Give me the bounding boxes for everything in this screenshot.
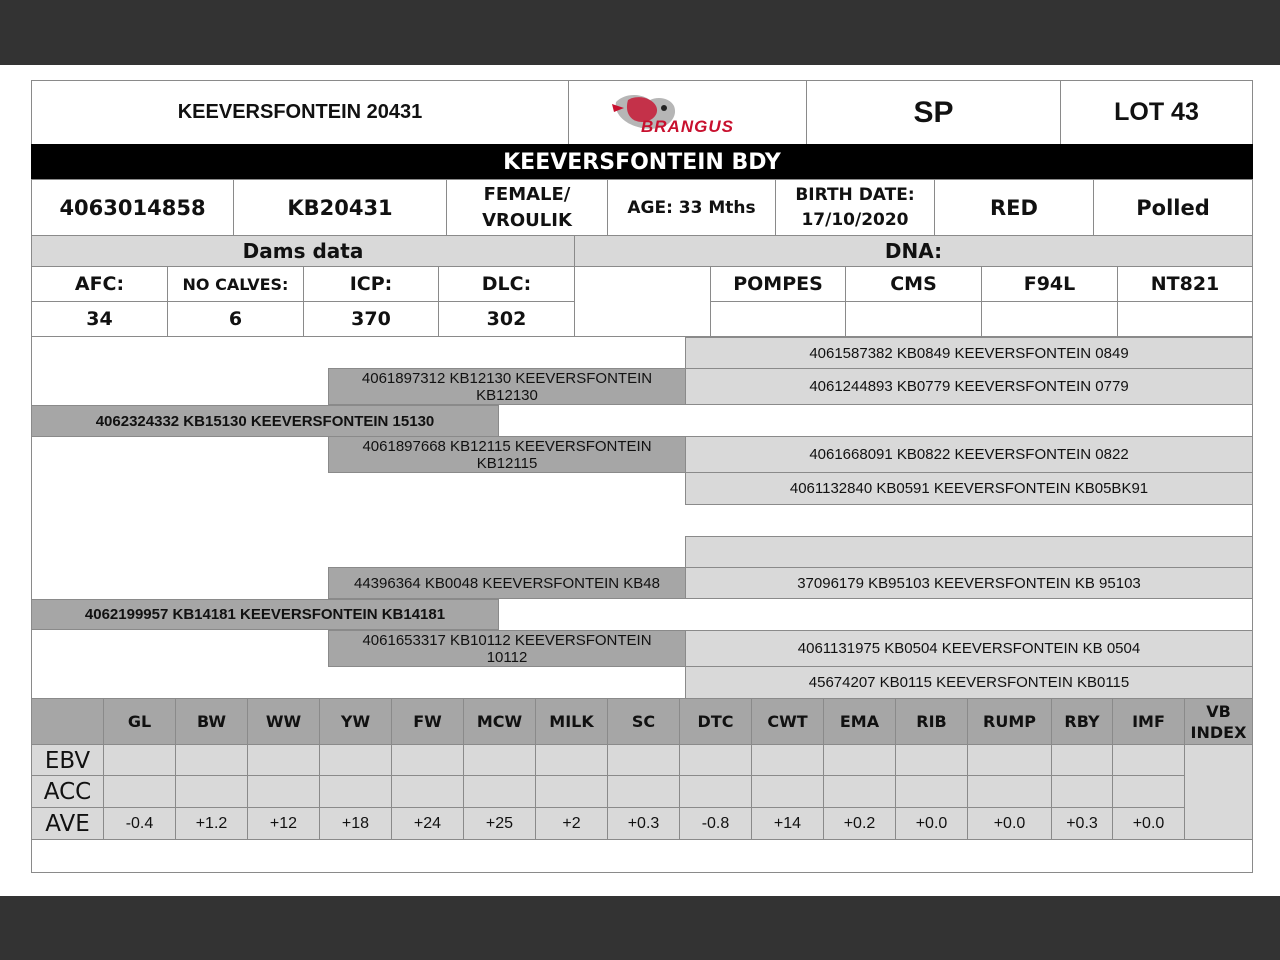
dna-value-pompes <box>710 301 846 337</box>
lot-number: LOT 43 <box>1060 80 1253 145</box>
dna-header-pompes: POMPES <box>710 266 846 302</box>
dna-value-f94l <box>981 301 1118 337</box>
banner-title: KEEVERSFONTEIN BDY <box>31 144 1253 180</box>
animal-code: KB20431 <box>233 179 447 236</box>
ebv-cell-acc-ww <box>247 775 320 809</box>
ebv-header-imf: IMF <box>1112 698 1185 745</box>
ebv-cell-ave-milk: +2 <box>535 807 608 841</box>
id-number: 4063014858 <box>31 179 234 236</box>
footer-blank-row <box>31 839 1253 873</box>
ebv-row-label-acc: ACC <box>31 775 104 809</box>
ebv-index-line1: VB <box>1206 701 1231 721</box>
ebv-header-gl: GL <box>103 698 176 745</box>
birth-date-label: BIRTH DATE: <box>795 184 915 205</box>
ebv-cell-ave-sc: +0.3 <box>607 807 680 841</box>
pedigree-sire: 4062324332 KB15130 KEEVERSFONTEIN 15130 <box>31 405 499 437</box>
ebv-cell-acc-milk <box>535 775 608 809</box>
pedigree-sd-dam: 4061132840 KB0591 KEEVERSFONTEIN KB05BK91 <box>685 472 1253 505</box>
bottom-frame-band <box>0 896 1280 960</box>
ebv-cell-acc-rib <box>895 775 968 809</box>
ebv-header-dtc: DTC <box>679 698 752 745</box>
pedigree-sire-sire <box>328 368 686 405</box>
dams-header-dlc: DLC: <box>438 266 575 302</box>
ebv-cell-ebv-imf <box>1112 744 1185 777</box>
dams-value-no-calves: 6 <box>167 301 304 337</box>
ebv-cell-ebv-milk <box>535 744 608 777</box>
ebv-cell-ave-rby: +0.3 <box>1051 807 1113 841</box>
ebv-row-label-ebv: EBV <box>31 744 104 777</box>
dna-value-nt821 <box>1117 301 1253 337</box>
ebv-cell-acc-yw <box>319 775 392 809</box>
ebv-cell-ave-imf: +0.0 <box>1112 807 1185 841</box>
ebv-header-fw: FW <box>391 698 464 745</box>
ebv-cell-ebv-gl <box>103 744 176 777</box>
top-frame-band <box>0 0 1280 65</box>
pedigree-ss-sire: 4061587382 KB0849 KEEVERSFONTEIN 0849 <box>685 337 1253 369</box>
dna-header-f94l: F94L <box>981 266 1118 302</box>
ebv-header-rby: RBY <box>1051 698 1113 745</box>
ebv-header-rib: RIB <box>895 698 968 745</box>
dams-value-afc: 34 <box>31 301 168 337</box>
pedigree-dam-sire: 44396364 KB0048 KEEVERSFONTEIN KB48 <box>328 567 686 599</box>
pedigree-dd-sire: 4061131975 KB0504 KEEVERSFONTEIN KB 0504 <box>685 630 1253 667</box>
ebv-cell-acc-dtc <box>679 775 752 809</box>
dna-header-nt821: NT821 <box>1117 266 1253 302</box>
ebv-header-bw: BW <box>175 698 248 745</box>
birth-date-value: 17/10/2020 <box>801 209 909 230</box>
ebv-cell-ebv-rib <box>895 744 968 777</box>
ebv-header-sc: SC <box>607 698 680 745</box>
ebv-index-line2: INDEX <box>1190 722 1247 742</box>
ebv-cell-ave-ww: +12 <box>247 807 320 841</box>
ebv-cell-acc-bw <box>175 775 248 809</box>
pedigree-dd-dam: 45674207 KB0115 KEEVERSFONTEIN KB0115 <box>685 666 1253 699</box>
dna-blank <box>574 266 711 337</box>
ebv-cell-ave-fw: +24 <box>391 807 464 841</box>
ebv-cell-acc-rump <box>967 775 1052 809</box>
ebv-header-vb-index <box>1184 698 1253 745</box>
ebv-cell-ave-gl: -0.4 <box>103 807 176 841</box>
ebv-corner <box>31 698 104 745</box>
ebv-cell-acc-mcw <box>463 775 536 809</box>
sex <box>446 179 608 236</box>
ebv-cell-acc-ema <box>823 775 896 809</box>
pedigree-dam-dam <box>328 630 686 667</box>
pedigree-sire-sire-line2: KB12130 <box>476 386 538 404</box>
ebv-cell-ave-yw: +18 <box>319 807 392 841</box>
ebv-cell-ave-dtc: -0.8 <box>679 807 752 841</box>
ebv-header-ww: WW <box>247 698 320 745</box>
ebv-header-cwt: CWT <box>751 698 824 745</box>
ebv-header-ema: EMA <box>823 698 896 745</box>
ebv-cell-ebv-bw <box>175 744 248 777</box>
ebv-cell-acc-cwt <box>751 775 824 809</box>
pedigree-dam-dam-line2: 10112 <box>486 648 528 666</box>
pedigree-ds-sire <box>685 536 1253 568</box>
sex-line1: FEMALE/ <box>483 183 571 205</box>
age: AGE: 33 Mths <box>607 179 776 236</box>
colour: RED <box>934 179 1094 236</box>
pedigree-ss-dam: 4061244893 KB0779 KEEVERSFONTEIN 0779 <box>685 368 1253 405</box>
ebv-cell-acc-sc <box>607 775 680 809</box>
pedigree-ds-dam: 37096179 KB95103 KEEVERSFONTEIN KB 95103 <box>685 567 1253 599</box>
birth-date <box>775 179 935 236</box>
ebv-cell-ave-rib: +0.0 <box>895 807 968 841</box>
ebv-cell-ebv-rby <box>1051 744 1113 777</box>
pedigree-sire-dam-line2: KB12115 <box>476 454 538 472</box>
animal-name: KEEVERSFONTEIN 20431 <box>31 80 569 145</box>
brangus-logo <box>568 80 807 145</box>
ebv-header-yw: YW <box>319 698 392 745</box>
ebv-index-value <box>1184 744 1253 840</box>
pedigree-sire-sire-line1: 4061897312 KB12130 KEEVERSFONTEIN <box>361 369 653 387</box>
grade: SP <box>806 80 1061 145</box>
ebv-cell-ebv-mcw <box>463 744 536 777</box>
dams-value-dlc: 302 <box>438 301 575 337</box>
ebv-header-mcw: MCW <box>463 698 536 745</box>
ebv-cell-acc-rby <box>1051 775 1113 809</box>
ebv-cell-ebv-yw <box>319 744 392 777</box>
dams-header-afc: AFC: <box>31 266 168 302</box>
pedigree-sd-sire: 4061668091 KB0822 KEEVERSFONTEIN 0822 <box>685 436 1253 473</box>
pedigree-sire-dam <box>328 436 686 473</box>
dams-header-no-calves: NO CALVES: <box>167 266 304 302</box>
ebv-cell-ebv-sc <box>607 744 680 777</box>
ebv-cell-ave-mcw: +25 <box>463 807 536 841</box>
ebv-cell-ebv-cwt <box>751 744 824 777</box>
ebv-cell-acc-gl <box>103 775 176 809</box>
pedigree-dam-dam-line1: 4061653317 KB10112 KEEVERSFONTEIN <box>362 631 652 649</box>
ebv-cell-ave-ema: +0.2 <box>823 807 896 841</box>
sex-line2: VROULIK <box>482 209 572 231</box>
dams-header-icp: ICP: <box>303 266 439 302</box>
dams-value-icp: 370 <box>303 301 439 337</box>
ebv-cell-ebv-ema <box>823 744 896 777</box>
dna-title: DNA: <box>574 235 1253 267</box>
ebv-cell-acc-fw <box>391 775 464 809</box>
ebv-cell-ebv-ww <box>247 744 320 777</box>
ebv-cell-ave-rump: +0.0 <box>967 807 1052 841</box>
horn-status: Polled <box>1093 179 1253 236</box>
ebv-row-label-ave: AVE <box>31 807 104 841</box>
ebv-cell-ebv-dtc <box>679 744 752 777</box>
ebv-cell-ebv-rump <box>967 744 1052 777</box>
logo-text: BRANGUS <box>641 117 734 136</box>
ebv-header-milk: MILK <box>535 698 608 745</box>
dams-data-title: Dams data <box>31 235 575 267</box>
dna-header-cms: CMS <box>845 266 982 302</box>
pedigree-dam: 4062199957 KB14181 KEEVERSFONTEIN KB14181 <box>31 599 499 630</box>
dna-value-cms <box>845 301 982 337</box>
ebv-cell-ave-cwt: +14 <box>751 807 824 841</box>
ebv-cell-ave-bw: +1.2 <box>175 807 248 841</box>
ebv-cell-ebv-fw <box>391 744 464 777</box>
pedigree-sire-dam-line1: 4061897668 KB12115 KEEVERSFONTEIN <box>362 437 652 455</box>
ebv-header-rump: RUMP <box>967 698 1052 745</box>
ebv-cell-acc-imf <box>1112 775 1185 809</box>
